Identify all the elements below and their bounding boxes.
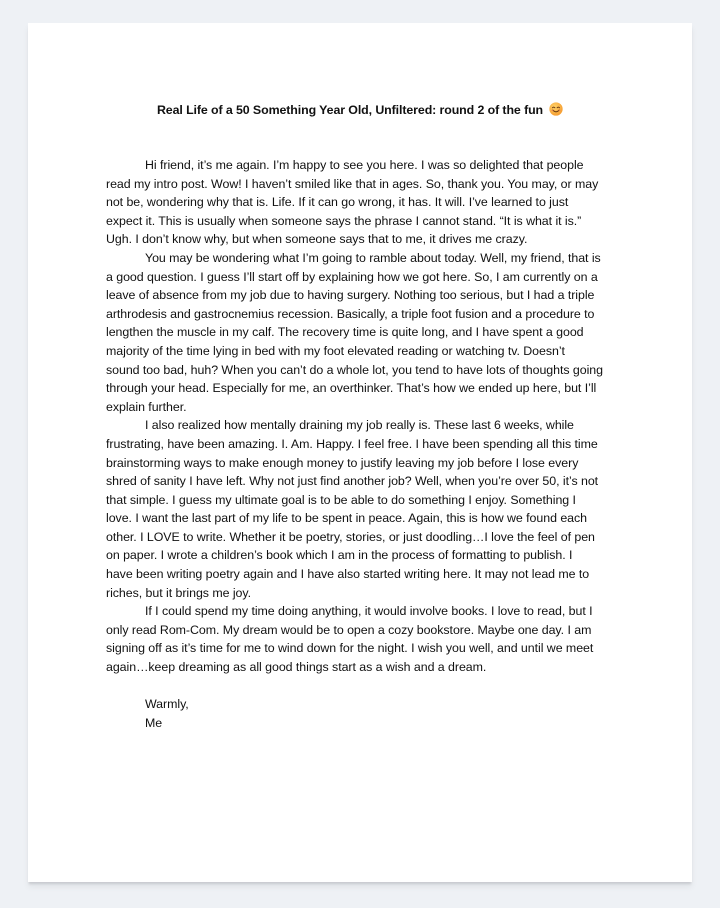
paragraph-line: a good question. I guess I’ll start off by explaining how we got here. So, I am currently on a <box>106 269 598 284</box>
paragraph-line: on paper. I wrote a children’s book which I am in the process of formatting to publish. I <box>106 548 573 563</box>
signature: Me <box>145 715 163 730</box>
document-title-text: Real Life of a 50 Something Year Old, Unfiltered: round 2 of the fun <box>156 103 544 117</box>
paragraph-line: other. I LOVE to write. Whether it be poetry, stories, or just doodling…I love the feel of pen <box>106 529 595 544</box>
paragraph <box>106 416 618 602</box>
paragraph <box>106 602 618 676</box>
paragraph-line: I also realized how mentally draining my job really is. These last 6 weeks, while <box>145 418 574 433</box>
document-body <box>106 156 618 732</box>
document-page <box>28 23 692 882</box>
paragraph-line: You may be wondering what I’m going to ramble about today. Well, my friend, that is <box>145 250 601 265</box>
smiling-face-emoji-icon <box>549 102 563 116</box>
paragraph-line: expect it. This is usually when someone says the phrase I cannot stand. “It is what it is.” <box>106 213 582 228</box>
paragraph <box>106 156 618 249</box>
paragraph-line: lengthen the muscle in my calf. The recovery time is quite long, and I have spent a good <box>106 325 584 340</box>
paragraph-line: through your head. Especially for me, an overthinker. That’s how we ended up here, but I’ll <box>106 381 597 396</box>
paragraph-line: brainstorming ways to make enough money to justify leaving my job before I lose every <box>106 455 579 470</box>
paragraph <box>106 249 618 416</box>
closing-line: Warmly, <box>145 697 189 712</box>
paragraph-line: riches, but it brings me joy. <box>106 585 251 600</box>
paragraph-line: sound too bad, huh? When you can’t do a whole lot, you tend to have lots of thoughts going <box>106 362 603 377</box>
spacer <box>106 677 618 696</box>
paragraph-line: again…keep dreaming as all good things start as a wish and a dream. <box>106 660 487 675</box>
paragraph-line: that simple. I guess my ultimate goal is to be able to do something I enjoy. Something I <box>106 492 576 507</box>
paragraph-line: Ugh. I don’t know why, but when someone says that to me, it drives me crazy. <box>106 232 528 247</box>
paragraph-line: arthrodesis and gastrocnemius recession. Basically, a triple foot fusion and a procedure to <box>106 306 595 321</box>
paragraph-line: read my intro post. Wow! I haven’t smiled like that in ages. So, thank you. You may, or may <box>106 176 599 191</box>
paragraph-line: shred of sanity I have left. Why not just find another job? Well, when you’re over 50, it’s not <box>106 474 599 489</box>
paragraph-line: have been writing poetry again and I have also started writing here. It may not lead me to <box>106 567 590 582</box>
paragraph-line: signing off as it’s time for me to wind down for the night. I wish you well, and until we meet <box>106 641 594 656</box>
paragraph-line: not be, wondering why that is. Life. If it can go wrong, it has. It will. I’ve learned to just <box>106 195 569 210</box>
paragraph-line: explain further. <box>106 399 187 414</box>
paragraph-line: Hi friend, it’s me again. I’m happy to see you here. I was so delighted that people <box>145 158 584 172</box>
paragraph-line: If I could spend my time doing anything, it would involve books. I love to read, but I <box>145 604 593 619</box>
paragraph-line: leave of absence from my job due to having surgery. Nothing too serious, but I had a triple <box>106 288 595 303</box>
document-title <box>28 102 692 117</box>
paragraph-line: love. I want the last part of my life to be spent in peace. Again, this is how we found each <box>106 511 587 526</box>
paragraph-line: only read Rom-Com. My dream would be to open a cozy bookstore. Maybe one day. I am <box>106 622 592 637</box>
paragraph-line: frustrating, have been amazing. I. Am. Happy. I feel free. I have been spending all this time <box>106 436 598 451</box>
paragraph-line: majority of the time lying in bed with my foot elevated reading or watching tv. Doesn’t <box>106 343 565 358</box>
